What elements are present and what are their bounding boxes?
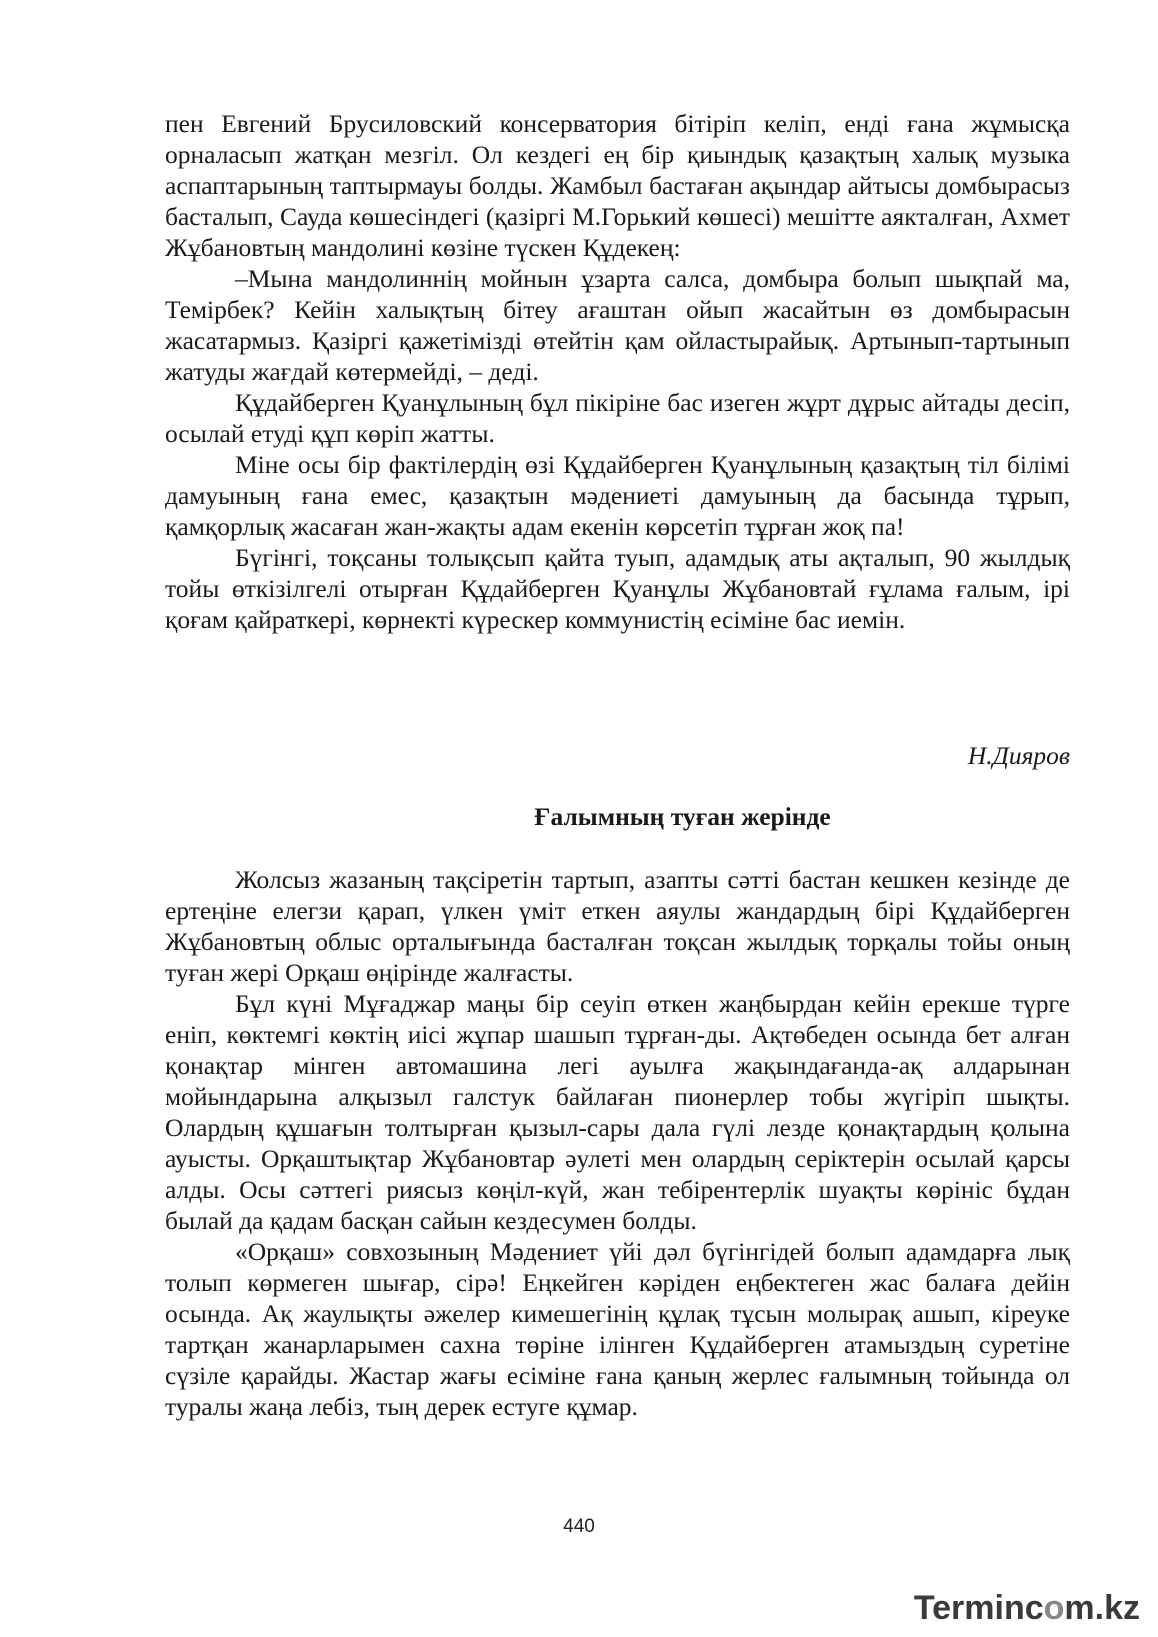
- paragraph: пен Евгений Брусиловский консерватория бітіріп келіп, енді ғана жұмысқа орналасып жатқан мезгіл. Ол кездегі ең бір қиындық қазақтың халық музыка аспаптарының таптырмауы болды. Жамбыл бастаған ақындар айтысы домбырасыз басталып, Сауда көшесіндегі (қазіргі М.Горький көшесі) мешітте аякталған, Ахмет Жұбановтың мандолині көзіне түскен Құдекең:: [165, 109, 1070, 262]
- watermark-letter: T: [913, 1589, 933, 1627]
- text-block-bottom: [165, 864, 1070, 1422]
- watermark-text: erminc: [932, 1589, 1044, 1627]
- watermark-text-end: m.kz: [1064, 1589, 1140, 1627]
- paragraph: Бүгінгі, тоқсаны толықсып қайта туып, адамдық аты ақталып, 90 жылдық тойы өткізілгелі отырған Құдайберген Қуанұлы Жұбановтай ғұлама ғалым, ірі қоғам қайраткері, көрнекті күрескер коммунистің есіміне бас иемін.: [165, 543, 1070, 634]
- section-heading: Ғалымның туған жерінде: [534, 802, 831, 831]
- author-signature: Н.Дияров: [967, 741, 1070, 770]
- paragraph: Құдайберген Қуанұлының бұл пікіріне бас изеген жұрт дұрыс айтады десіп, осылай етуді құп көріп жатты.: [165, 388, 1070, 448]
- text-block-top: [165, 108, 1070, 635]
- page-number: 440: [563, 1516, 595, 1537]
- paragraph: Бұл күні Мұғаджар маңы бір сеуіп өткен жаңбырдан кейін ерекше түрге еніп, көктемгі көктің иісі жұпар шашып тұрған-ды. Ақтөбеден осында бет алған қонақтар мінген автомашина легі ауылға жақындағанда-ақ алдарынан мойындарына алқызыл галстук байлаған пионерлер тобы жүгіріп шықты. Олардың құшағын толтырған қызыл-сары дала гүлі лезде қонақтардың қолына ауысты. Орқаштықтар Жұбановтар әулеті мен олардың серіктерін осылай қарсы алды. Осы сәттегі риясыз көңіл-күй, жан тебірентерлік шуақты көрініс бұдан былай да қадам басқан сайын кездесумен болды.: [165, 989, 1070, 1235]
- paragraph: Міне осы бір фактілердің өзі Құдайберген Қуанұлының қазақтың тіл білімі дамуының ғана емес, қазақтын мәдениеті дамуының да басында тұрып, қамқорлық жасаған жан-жақты адам екенін көрсетіп тұрған жоқ па!: [165, 450, 1070, 541]
- site-watermark-logo: [914, 1588, 1140, 1628]
- paragraph: –Мына мандолиннің мойнын ұзарта салса, домбыра болып шықпай ма, Темірбек? Кейін халықтың бітеу ағаштан ойып жасайтын өз домбырасын жасатармыз. Қазіргі қажетімізді өтейтін қам ойластырайық. Артынып-тартынып жатуды жағдай көтермейді, – деді.: [165, 264, 1070, 386]
- paragraph: «Орқаш» совхозының Мәдениет үйі дәл бүгінгідей болып адамдарға лық толып көрмеген шығар, сірә! Еңкейген кәріден еңбектеген жас балаға дейін осында. Ақ жаулықты әжелер кимешегінің құлақ тұсын молырақ ашып, кіреуке тартқан жанарларымен сахна төріне ілінген Құдайберген атамыздың суретіне сүзіле қарайды. Жастар жағы есіміне ғана қаның жерлес ғалымның тойында ол туралы жаңа лебіз, тың дерек естуге құмар.: [165, 1237, 1070, 1421]
- watermark-o: o: [1043, 1589, 1065, 1627]
- paragraph: Жолсыз жазаның тақсіретін тартып, азапты сәтті бастан кешкен кезінде де ертеңіне елегзи қарап, үлкен үміт еткен аяулы жандардың бірі Құдайберген Жұбановтың облыс орталығында басталған тоқсан жылдық торқалы тойы оның туған жері Орқаш өңірінде жалғасты.: [165, 865, 1070, 987]
